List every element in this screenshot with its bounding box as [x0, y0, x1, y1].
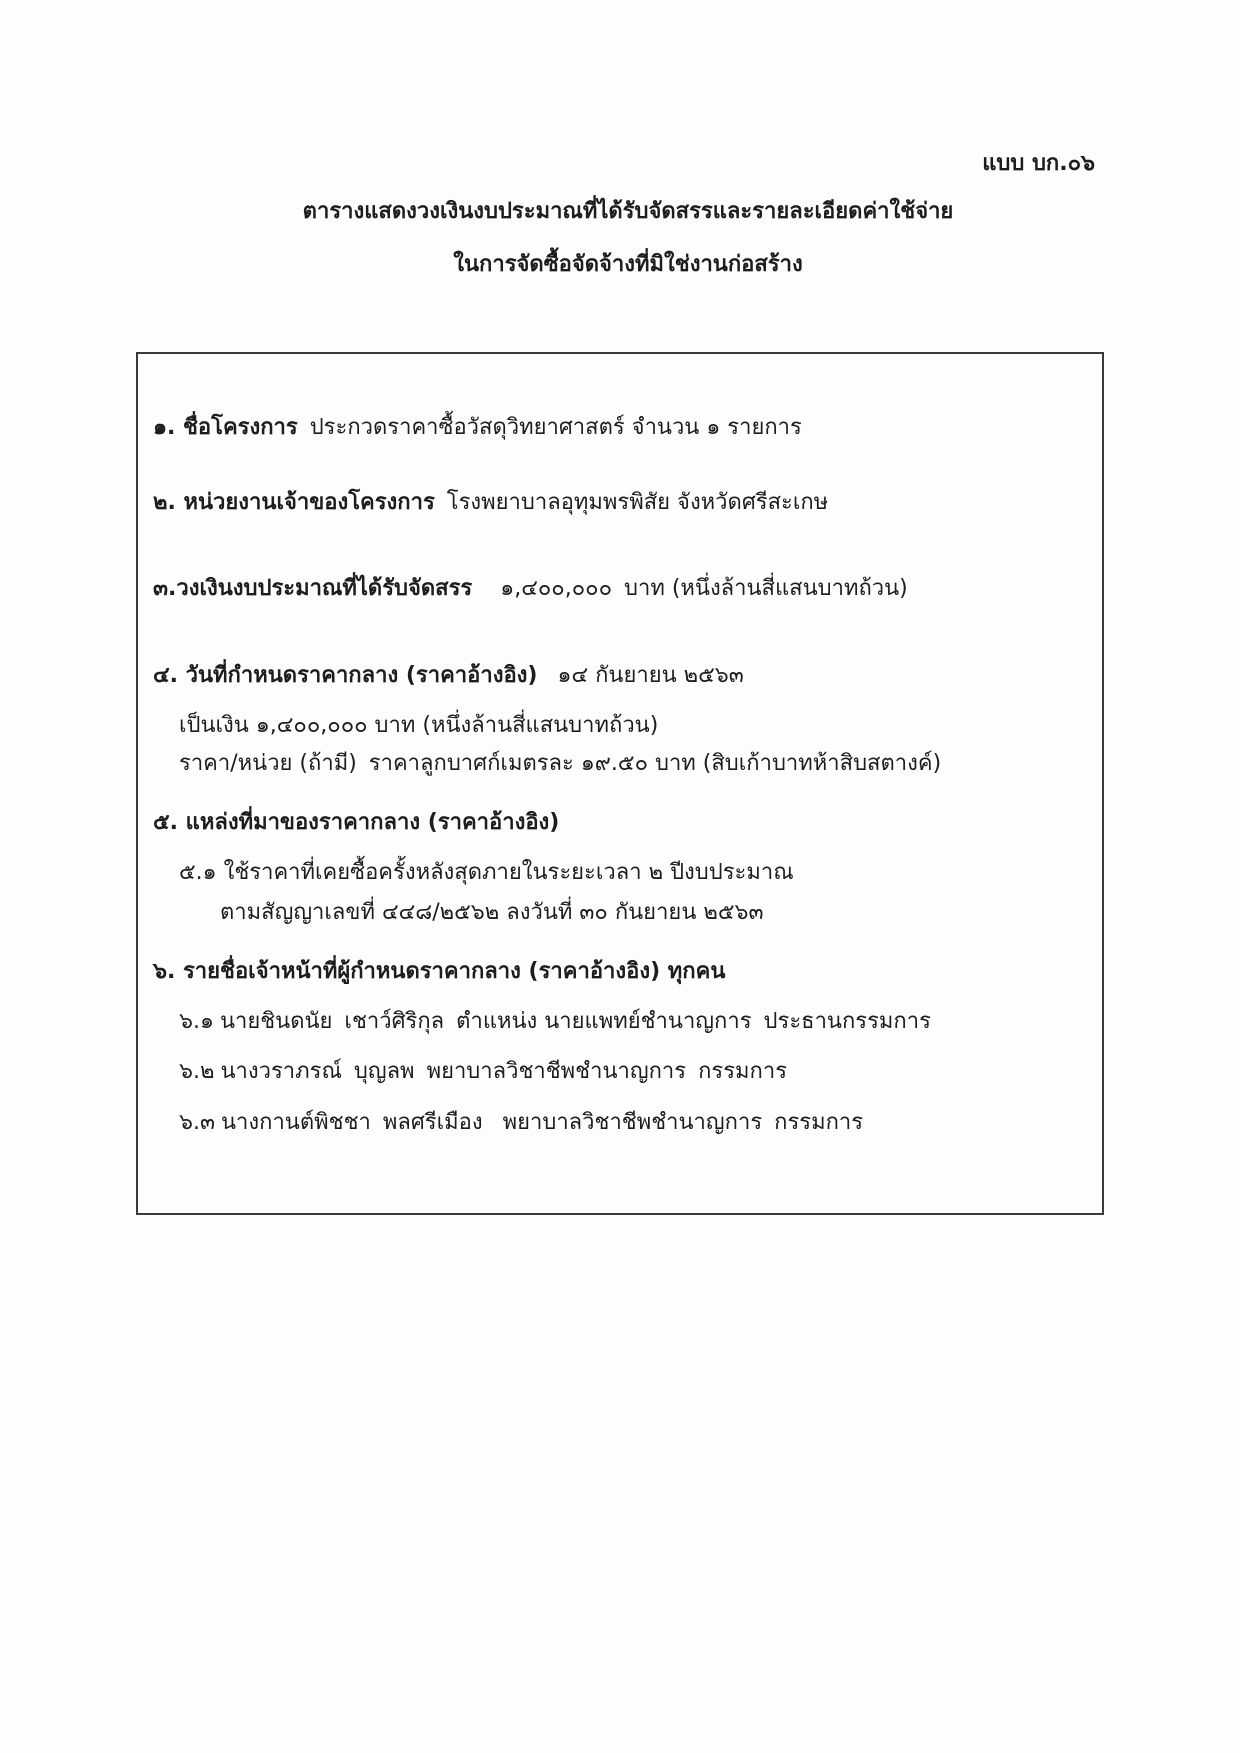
- budget-row: [153, 574, 1082, 604]
- project-name-row: [153, 413, 1082, 443]
- price-source-item: ๕.๑ ใช้ราคาที่เคยซื้อครั้งหลังสุดภายในระยะเวลา ๒ ปีงบประมาณ: [179, 860, 794, 885]
- project-owner-row: [153, 488, 1082, 518]
- member-number: ๖.๓: [179, 1110, 215, 1135]
- project-name-value: ประกวดราคาซื้อวัสดุวิทยาศาสตร์ จำนวน ๑ รายการ: [309, 415, 802, 440]
- member-surname: บุญลพ: [353, 1059, 415, 1084]
- reference-amount-line: เป็นเงิน ๑,๔๐๐,๐๐๐ บาท (หนึ่งล้านสี่แสนบาทถ้วน): [179, 713, 659, 738]
- document-title-line-2: ในการจัดซื้อจัดจ้างที่มิใช่งานก่อสร้าง: [453, 252, 803, 277]
- budget-amount: ๑,๔๐๐,๐๐๐: [500, 576, 612, 601]
- member-role: ประธานกรรมการ: [763, 1009, 931, 1034]
- budget-amount-words: บาท (หนึ่งล้านสี่แสนบาทถ้วน): [624, 576, 908, 601]
- member-number: ๖.๒: [179, 1059, 215, 1084]
- details-box: [136, 352, 1104, 1215]
- member-surname: พลศรีเมือง: [382, 1110, 483, 1135]
- project-owner-value: โรงพยาบาลอุทุมพรพิสัย จังหวัดศรีสะเกษ: [446, 490, 829, 515]
- price-source-heading: ๕. แหล่งที่มาของราคากลาง (ราคาอ้างอิง): [153, 810, 560, 835]
- committee-member-row: [153, 1007, 1082, 1037]
- form-code: แบบ บก.๐๖: [982, 151, 1095, 176]
- member-name: นางกานต์พิชชา: [221, 1110, 371, 1135]
- member-role: กรรมการ: [698, 1059, 788, 1084]
- member-position: พยาบาลวิชาชีพชำนาญการ: [502, 1110, 763, 1135]
- project-name-label: ๑. ชื่อโครงการ: [153, 415, 298, 440]
- reference-date-label: ๔. วันที่กำหนดราคากลาง (ราคาอ้างอิง): [153, 663, 538, 688]
- member-name: นางวราภรณ์: [220, 1059, 342, 1084]
- member-surname: เชาว์ศิริกุล: [344, 1009, 445, 1034]
- committee-heading: ๖. รายชื่อเจ้าหน้าที่ผู้กำหนดราคากลาง (ราคาอ้างอิง) ทุกคน: [153, 959, 726, 984]
- reference-date-value: ๑๔ กันยายน ๒๕๖๓: [557, 663, 744, 688]
- unit-price-label: ราคา/หน่วย (ถ้ามี): [179, 751, 357, 776]
- member-name: นายชินดนัย: [219, 1009, 333, 1034]
- member-position: พยาบาลวิชาชีพชำนาญการ: [426, 1059, 687, 1084]
- project-owner-label: ๒. หน่วยงานเจ้าของโครงการ: [153, 490, 435, 515]
- member-position: ตำแหน่ง นายแพทย์ชำนาญการ: [456, 1009, 752, 1034]
- document-title-line-1: ตารางแสดงวงเงินงบประมาณที่ได้รับจัดสรรและรายละเอียดค่าใช้จ่าย: [302, 199, 954, 224]
- member-number: ๖.๑: [179, 1009, 214, 1034]
- unit-price-row: [153, 749, 1082, 779]
- committee-member-row: [153, 1057, 1082, 1087]
- reference-date-row: [153, 661, 1082, 691]
- committee-member-row: [153, 1108, 1082, 1138]
- member-role: กรรมการ: [774, 1110, 864, 1135]
- price-source-contract: ตามสัญญาเลขที่ ๔๔๘/๒๕๖๒ ลงวันที่ ๓๐ กันยายน ๒๕๖๓: [220, 900, 764, 925]
- unit-price-value: ราคาลูกบาศก์เมตรละ ๑๙.๕๐ บาท (สิบเก้าบาทห้าสิบสตางค์): [368, 751, 942, 776]
- budget-label: ๓.วงเงินงบประมาณที่ได้รับจัดสรร: [153, 576, 473, 601]
